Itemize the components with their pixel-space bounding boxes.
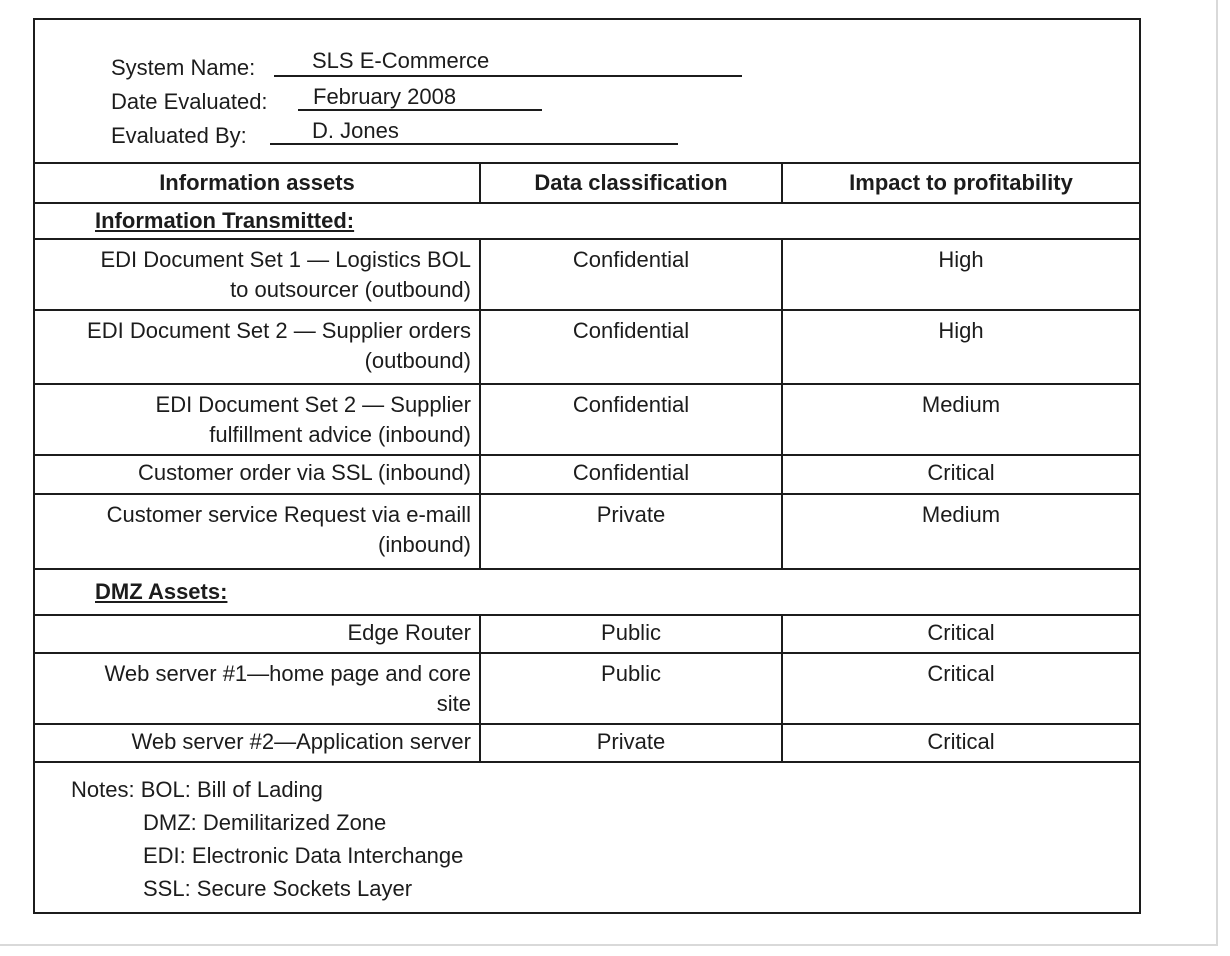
column-header-information-assets: Information assets (35, 163, 480, 203)
asset-cell (35, 310, 480, 384)
note-line: SSL: Secure Sockets Layer (143, 876, 413, 901)
notes-row (35, 762, 1139, 914)
classification-cell: Confidential (480, 239, 782, 310)
impact-cell: High (782, 239, 1139, 310)
impact-cell: Critical (782, 724, 1139, 762)
note-line: Notes: BOL: Bill of Lading (71, 777, 323, 802)
information-assets-table (35, 162, 1139, 914)
section-row-information-transmitted (35, 203, 1139, 239)
note-line: EDI: Electronic Data Interchange (143, 843, 464, 868)
page-frame-right-edge (1216, 0, 1218, 946)
asset-line: fulfillment advice (inbound) (209, 422, 471, 447)
asset-cell (35, 384, 480, 455)
column-header-impact-to-profitability: Impact to profitability (782, 163, 1139, 203)
asset-cell (35, 239, 480, 310)
asset-line: (inbound) (378, 532, 471, 557)
system-name-underline (274, 75, 742, 77)
asset-line: to outsourcer (outbound) (230, 277, 471, 302)
impact-cell: Critical (782, 653, 1139, 724)
asset-cell (35, 455, 480, 494)
column-header-data-classification: Data classification (480, 163, 782, 203)
impact-cell: Critical (782, 455, 1139, 494)
table-row (35, 310, 1139, 384)
impact-cell: Medium (782, 384, 1139, 455)
table-row (35, 494, 1139, 569)
asset-line: Customer order via SSL (inbound) (137, 460, 471, 485)
classification-cell: Private (480, 494, 782, 569)
form-header (35, 20, 1139, 162)
section-title: Information Transmitted: (35, 203, 1139, 239)
asset-line: EDI Document Set 2 — Supplier (155, 392, 471, 417)
asset-cell (35, 653, 480, 724)
asset-line: Customer service Request via e-maill (106, 502, 471, 527)
table-row (35, 239, 1139, 310)
classification-cell: Confidential (480, 384, 782, 455)
note-line: DMZ: Demilitarized Zone (143, 810, 387, 835)
asset-line: Web server #1—home page and core (104, 661, 471, 686)
asset-cell (35, 615, 480, 653)
table-row (35, 615, 1139, 653)
classification-cell: Private (480, 724, 782, 762)
evaluated-by-value: D. Jones (312, 118, 399, 143)
table-row (35, 455, 1139, 494)
classification-cell: Confidential (480, 455, 782, 494)
date-evaluated-label: Date Evaluated: (111, 89, 268, 114)
table-row (35, 653, 1139, 724)
asset-line: EDI Document Set 2 — Supplier orders (87, 318, 471, 343)
impact-cell: High (782, 310, 1139, 384)
date-evaluated-value: February 2008 (313, 84, 457, 109)
asset-line: Web server #2—Application server (131, 729, 471, 754)
system-name-label: System Name: (111, 55, 256, 80)
section-title: DMZ Assets: (35, 569, 1139, 615)
table-row (35, 724, 1139, 762)
asset-line: Edge Router (347, 620, 471, 645)
system-name-value: SLS E-Commerce (312, 48, 490, 73)
impact-cell: Medium (782, 494, 1139, 569)
asset-line: EDI Document Set 1 — Logistics BOL (100, 247, 471, 272)
asset-cell (35, 724, 480, 762)
table-row (35, 384, 1139, 455)
table-header-row (35, 163, 1139, 203)
classification-cell: Confidential (480, 310, 782, 384)
classification-cell: Public (480, 615, 782, 653)
asset-line: site (436, 691, 471, 716)
asset-cell (35, 494, 480, 569)
impact-cell: Critical (782, 615, 1139, 653)
asset-evaluation-form (33, 18, 1141, 914)
page-frame-bottom-edge (0, 944, 1218, 946)
classification-cell: Public (480, 653, 782, 724)
notes-cell (35, 762, 1139, 914)
asset-line: (outbound) (364, 348, 471, 373)
section-row-dmz-assets (35, 569, 1139, 615)
evaluated-by-label: Evaluated By: (111, 123, 247, 148)
